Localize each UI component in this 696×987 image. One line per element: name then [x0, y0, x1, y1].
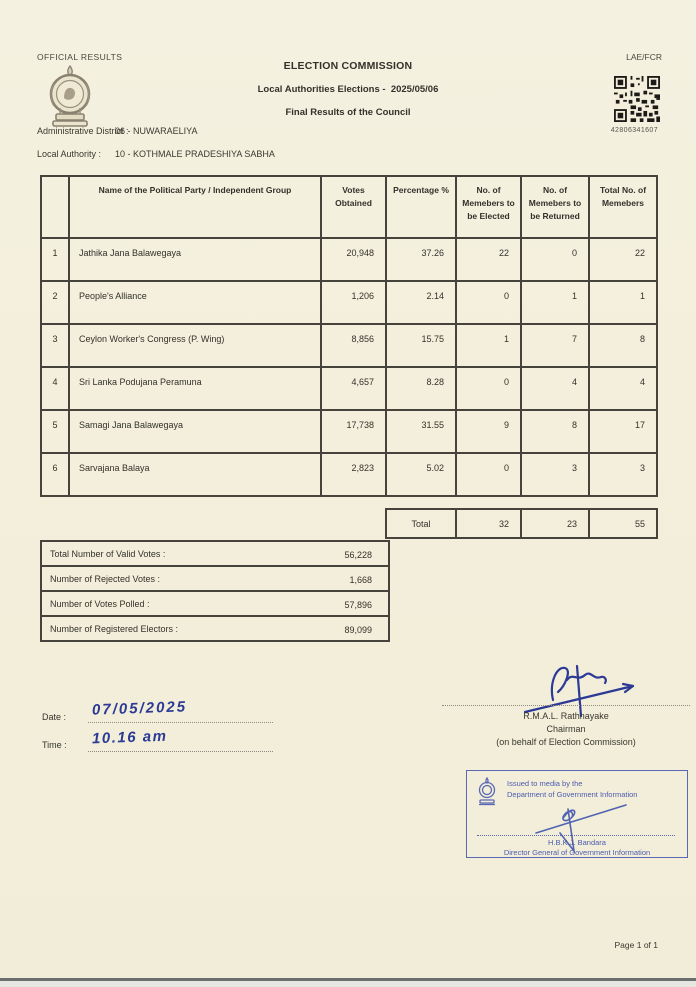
row-number: 5 [41, 410, 69, 453]
header-members-returned: No. of Memebers to be Returned [521, 176, 589, 238]
members-elected: 9 [456, 410, 521, 453]
party-name: Ceylon Worker's Congress (P. Wing) [69, 324, 321, 367]
header-votes-obtained: Votes Obtained [321, 176, 386, 238]
header-row-number [41, 176, 69, 238]
votes-obtained: 17,738 [321, 410, 386, 453]
summary-label: Number of Rejected Votes : [50, 574, 161, 584]
time-value-handwritten: 10.16 am [91, 727, 168, 748]
administrative-district-value: 06 - NUWARAELIYA [115, 126, 198, 136]
time-label: Time : [42, 740, 67, 750]
summary-label: Total Number of Valid Votes : [50, 549, 166, 559]
row-number: 1 [41, 238, 69, 281]
signature-dotted-line [442, 705, 690, 706]
table-row [41, 453, 657, 496]
page-number: Page 1 of 1 [614, 940, 658, 950]
members-elected: 22 [456, 238, 521, 281]
vote-summary [40, 540, 390, 642]
summary-value: 89,099 [344, 625, 372, 635]
total-members: 1 [589, 281, 657, 324]
summary-value: 1,668 [349, 575, 372, 585]
summary-row-valid-votes [40, 540, 390, 567]
summary-row-rejected-votes [40, 565, 390, 592]
members-elected: 0 [456, 367, 521, 410]
total-members: 17 [589, 410, 657, 453]
total-returned: 23 [521, 509, 589, 538]
members-returned: 3 [521, 453, 589, 496]
header-members-elected: No. of Memebers to be Elected [456, 176, 521, 238]
percentage: 37.26 [386, 238, 456, 281]
percentage: 5.02 [386, 453, 456, 496]
scan-edge-background [0, 981, 696, 987]
members-returned: 7 [521, 324, 589, 367]
total-members: 4 [589, 367, 657, 410]
administrative-district-row [37, 126, 637, 138]
summary-value: 57,896 [344, 600, 372, 610]
stamp-signatory-title: Director General of Government Information [503, 848, 651, 857]
total-all-members: 55 [589, 509, 657, 538]
party-name: Jathika Jana Balawegaya [69, 238, 321, 281]
commission-title: ELECTION COMMISSION [283, 60, 413, 72]
votes-obtained: 2,823 [321, 453, 386, 496]
party-name: Sri Lanka Podujana Peramuna [69, 367, 321, 410]
stamp-dotted-line [477, 835, 675, 836]
administrative-district-label: Administrative District : [37, 126, 129, 136]
table-row [41, 410, 657, 453]
party-name: Sarvajana Balaya [69, 453, 321, 496]
party-name: Samagi Jana Balawegaya [69, 410, 321, 453]
summary-row-votes-polled [40, 590, 390, 617]
total-members: 3 [589, 453, 657, 496]
row-number: 4 [41, 367, 69, 410]
sri-lanka-emblem-icon [42, 64, 98, 135]
header-percentage: Percentage % [386, 176, 456, 238]
form-code-label: LAE/FCR [626, 52, 662, 62]
table-row [41, 324, 657, 367]
percentage: 8.28 [386, 367, 456, 410]
votes-obtained: 4,657 [321, 367, 386, 410]
row-number: 3 [41, 324, 69, 367]
local-authority-label: Local Authority : [37, 149, 102, 159]
percentage: 2.14 [386, 281, 456, 324]
total-members: 22 [589, 238, 657, 281]
qr-code-icon [614, 76, 660, 127]
summary-label: Number of Registered Electors : [50, 624, 179, 634]
qr-serial-number: 42806341607 [610, 127, 658, 134]
members-elected: 0 [456, 453, 521, 496]
total-label: Total [386, 509, 456, 538]
signatory-note: (on behalf of Election Commission) [496, 737, 636, 748]
stamp-line1: Issued to media by the [507, 779, 583, 788]
summary-row-registered-electors [40, 615, 390, 642]
table-row [41, 281, 657, 324]
stamp-signatory-name: H.B.K.J. Bandara [548, 838, 606, 847]
signatory-block [440, 705, 692, 749]
percentage: 15.75 [386, 324, 456, 367]
header-total-members: Total No. of Memebers [589, 176, 657, 238]
total-members: 8 [589, 324, 657, 367]
table-row [41, 367, 657, 410]
header-party-name: Name of the Political Party / Independent Group [69, 176, 321, 238]
table-row [41, 238, 657, 281]
official-results-label: OFFICIAL RESULTS [37, 52, 123, 62]
summary-value: 56,228 [344, 550, 372, 560]
summary-label: Number of Votes Polled : [50, 599, 150, 609]
local-authority-value: 10 - KOTHMALE PRADESHIYA SABHA [115, 149, 275, 159]
media-stamp [466, 770, 688, 858]
table-header-row [41, 176, 657, 238]
results-subtitle: Final Results of the Council [285, 107, 411, 118]
total-elected: 32 [456, 509, 521, 538]
row-number: 6 [41, 453, 69, 496]
votes-obtained: 8,856 [321, 324, 386, 367]
date-label: Date : [42, 712, 67, 722]
signatory-title: Chairman [546, 724, 586, 735]
date-value-handwritten: 07/05/2025 [91, 698, 188, 719]
party-name: People's Alliance [69, 281, 321, 324]
votes-obtained: 20,948 [321, 238, 386, 281]
election-subtitle: Local Authorities Elections - 2025/05/06 [257, 84, 439, 95]
members-returned: 4 [521, 367, 589, 410]
members-returned: 1 [521, 281, 589, 324]
members-returned: 0 [521, 238, 589, 281]
members-elected: 1 [456, 324, 521, 367]
results-table [40, 175, 658, 497]
members-returned: 8 [521, 410, 589, 453]
totals-row [385, 508, 658, 539]
stamp-line2: Department of Government Information [507, 790, 638, 800]
members-elected: 0 [456, 281, 521, 324]
stamp-emblem-icon [475, 777, 499, 809]
percentage: 31.55 [386, 410, 456, 453]
local-authority-row [37, 149, 637, 161]
votes-obtained: 1,206 [321, 281, 386, 324]
row-number: 2 [41, 281, 69, 324]
signatory-name: R.M.A.L. Rathnayake [523, 711, 609, 721]
